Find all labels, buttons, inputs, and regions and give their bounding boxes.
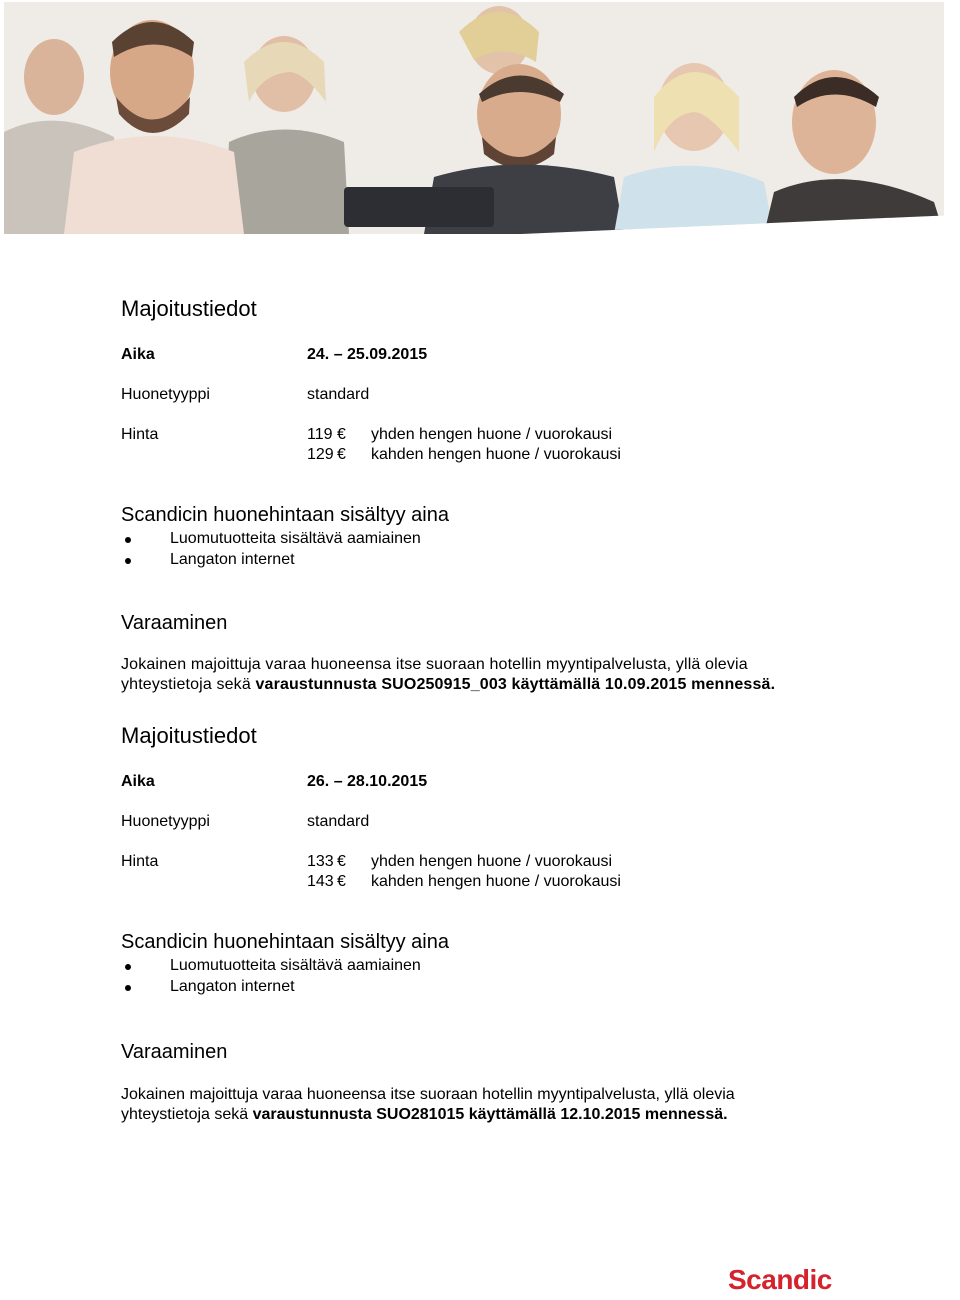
list-item-text: Langaton internet <box>170 551 295 568</box>
bullet-dot <box>125 985 131 991</box>
euro-sign: € <box>337 873 346 890</box>
list-item-text: Langaton internet <box>170 978 295 995</box>
price-desc: kahden hengen huone / vuorokausi <box>371 446 621 463</box>
price-desc: yhden hengen huone / vuorokausi <box>371 853 613 870</box>
booking-text-line-1: Jokainen majoittuja varaa huoneensa itse suoraan hotellin myyntipalvelusta, yllä olevia <box>121 656 748 673</box>
list-item-text: Luomutuotteita sisältävä aamiainen <box>170 530 421 547</box>
accommodation-block-2 <box>121 723 841 1123</box>
price-amount: 119 <box>307 426 333 443</box>
price-line <box>307 853 612 871</box>
booking-title: Varaaminen <box>121 612 228 634</box>
price-desc: yhden hengen huone / vuorokausi <box>371 426 613 443</box>
euro-sign: € <box>337 853 346 870</box>
bullet-dot <box>125 964 131 970</box>
price-amount: 143 <box>307 873 334 890</box>
booking-code: varaustunnusta SUO281015 käyttämällä 12.10.2015 mennessä. <box>252 1106 728 1123</box>
booking-title: Varaaminen <box>121 1041 228 1063</box>
block-title: Majoitustiedot <box>121 723 257 748</box>
room-value: standard <box>307 386 370 403</box>
accommodation-block-1 <box>121 296 841 693</box>
room-label: Huonetyyppi <box>121 813 210 830</box>
booking-text-line-2: yhteystietoja sekä <box>121 1106 253 1123</box>
booking-text <box>121 1085 841 1125</box>
included-title: Scandicin huonehintaan sisältyy aina <box>121 504 449 526</box>
header-photo <box>4 2 944 234</box>
list-item-text: Luomutuotteita sisältävä aamiainen <box>170 957 421 974</box>
price-line <box>307 426 612 444</box>
time-label: Aika <box>121 346 155 363</box>
room-value: standard <box>307 813 370 830</box>
booking-text <box>121 655 841 695</box>
price-label: Hinta <box>121 426 159 443</box>
room-label: Huonetyyppi <box>121 386 210 403</box>
bullet-dot <box>125 558 131 564</box>
block-title: Majoitustiedot <box>121 296 257 321</box>
price-line <box>307 873 621 891</box>
euro-sign: € <box>337 426 346 443</box>
time-label: Aika <box>121 773 155 790</box>
scandic-logo: Scandic <box>728 1264 832 1295</box>
price-amount: 129 <box>307 446 334 463</box>
people-illustration <box>4 2 944 234</box>
price-amount: 133 <box>307 853 334 870</box>
booking-text-line-2: yhteystietoja sekä <box>121 676 256 693</box>
price-desc: kahden hengen huone / vuorokausi <box>371 873 621 890</box>
booking-text-line-1: Jokainen majoittuja varaa huoneensa itse suoraan hotellin myyntipalvelusta, yllä olevia <box>121 1086 735 1103</box>
euro-sign: € <box>337 446 346 463</box>
time-value: 24. – 25.09.2015 <box>307 346 428 363</box>
price-label: Hinta <box>121 853 159 870</box>
bullet-dot <box>125 537 131 543</box>
booking-code: varaustunnusta SUO250915_003 käyttämällä 10.09.2015 mennessä. <box>255 676 776 693</box>
time-value: 26. – 28.10.2015 <box>307 773 428 790</box>
price-line <box>307 446 621 464</box>
included-title: Scandicin huonehintaan sisältyy aina <box>121 931 449 953</box>
